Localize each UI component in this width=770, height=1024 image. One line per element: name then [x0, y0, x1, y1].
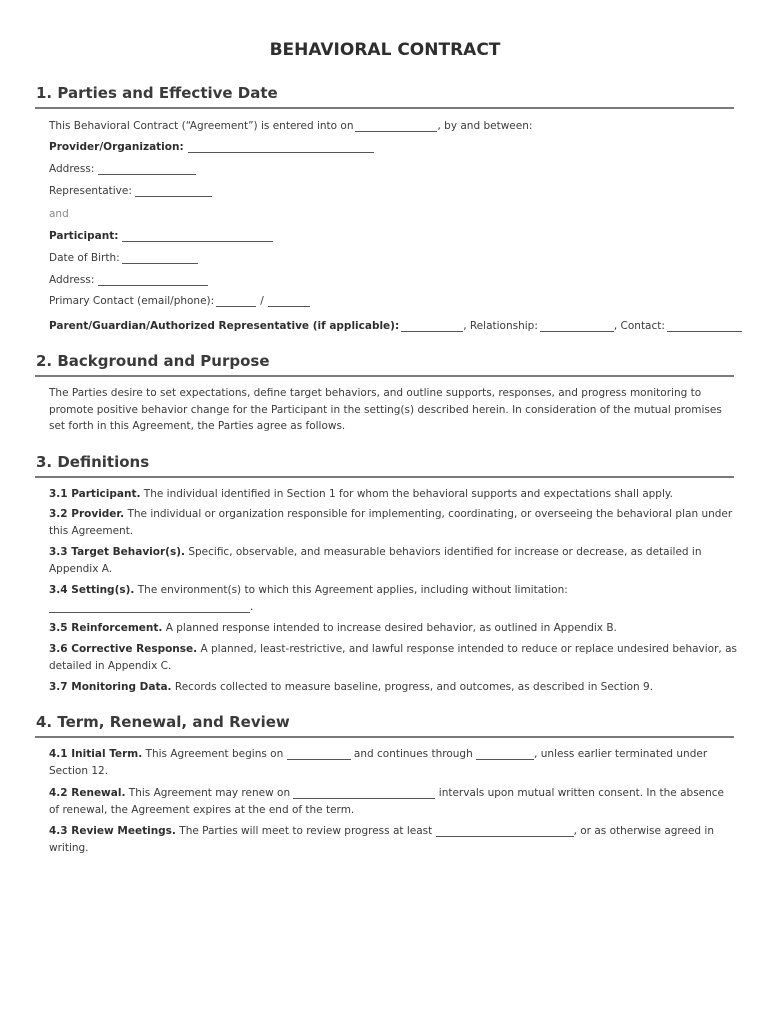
- settings-blank[interactable]: [49, 600, 250, 613]
- clause-review-meetings: [49, 823, 737, 856]
- relationship-label: , Relationship:: [463, 320, 538, 332]
- participant-label: Participant:: [49, 230, 119, 242]
- definition-text: The individual identified in Section 1 for whom the behavioral supports and expectations shall apply.: [140, 488, 673, 500]
- provider-address-line: [49, 162, 196, 176]
- section-4-divider: [35, 736, 734, 738]
- agreement-intro-text: This Behavioral Contract (“Agreement”) is entered into on: [49, 120, 354, 132]
- definition-target-behavior: [49, 544, 737, 577]
- clause-initial-term: [49, 746, 737, 779]
- phone-blank[interactable]: [268, 294, 310, 307]
- definition-term: 3.3 Target Behavior(s).: [49, 546, 185, 558]
- clause-term: 4.1 Initial Term.: [49, 748, 143, 760]
- background-paragraph: The Parties desire to set expectations, define target behaviors, and outline supports, responses, and progress monitoring to promote positive behavior change for the Participant in the setting(s) described herein. In consideration of the mutual promises set forth in this Agreement, the Parties agree as follows.: [49, 387, 722, 433]
- definition-term: 3.5 Reinforcement.: [49, 622, 163, 634]
- definition-text: A planned response intended to increase desired behavior, as outlined in Appendix B.: [162, 622, 617, 634]
- clause-renewal: [49, 785, 737, 818]
- definition-settings: [49, 582, 737, 615]
- clause-term: 4.3 Review Meetings.: [49, 825, 176, 837]
- definition-participant: [49, 486, 737, 503]
- clause-text: This Agreement may renew on: [125, 787, 294, 799]
- section-3-divider: [35, 476, 734, 478]
- section-2-heading: 2. Background and Purpose: [36, 352, 270, 370]
- primary-contact-line: [49, 294, 310, 308]
- representative-line: [49, 184, 212, 198]
- participant-blank[interactable]: [122, 229, 273, 242]
- definition-term: 3.4 Setting(s).: [49, 584, 135, 596]
- agreement-date-line: [49, 119, 532, 133]
- dob-blank[interactable]: [122, 251, 198, 264]
- definition-text: Specific, observable, and measurable behaviors identified for increase or decrease, as detailed in Appendix A.: [49, 546, 702, 575]
- participant-line: [49, 229, 273, 243]
- provider-blank[interactable]: [188, 140, 374, 153]
- section-2-divider: [35, 375, 734, 377]
- and-connector: and: [49, 208, 69, 220]
- guardian-line: [49, 319, 742, 333]
- dob-label: Date of Birth:: [49, 252, 120, 264]
- agreement-intro-end: , by and between:: [437, 120, 533, 132]
- guardian-blank[interactable]: [401, 319, 463, 332]
- section-1-divider: [35, 107, 734, 109]
- definition-term: 3.6 Corrective Response.: [49, 643, 198, 655]
- clause-text: The Parties will meet to review progress at least: [175, 825, 436, 837]
- contact-separator: /: [260, 295, 264, 307]
- clause-term: 4.2 Renewal.: [49, 787, 126, 799]
- email-blank[interactable]: [216, 294, 256, 307]
- relationship-blank[interactable]: [540, 319, 614, 332]
- definition-text: Records collected to measure baseline, progress, and outcomes, as described in Section 9.: [171, 681, 654, 693]
- clause-text: This Agreement begins on: [142, 748, 287, 760]
- representative-blank[interactable]: [135, 184, 212, 197]
- guardian-contact-label: , Contact:: [613, 320, 665, 332]
- participant-address-line: [49, 273, 208, 287]
- provider-label: Provider/Organization:: [49, 141, 184, 153]
- section-3-heading: 3. Definitions: [36, 453, 150, 471]
- clause-text: intervals upon mutual written consent. In the absence of renewal, the Agreement expires at the end of the term.: [49, 787, 725, 816]
- definition-text: A planned, least-restrictive, and lawful response intended to reduce or replace undesired behavior, as detailed in Appendix C.: [49, 643, 737, 672]
- provider-line: [49, 140, 374, 154]
- guardian-label: Parent/Guardian/Authorized Representative (if applicable):: [49, 320, 400, 332]
- renewal-interval-blank[interactable]: [293, 786, 435, 799]
- primary-contact-label: Primary Contact (email/phone):: [49, 295, 215, 307]
- definition-provider: [49, 506, 737, 539]
- definition-term: 3.7 Monitoring Data.: [49, 681, 172, 693]
- representative-label: Representative:: [49, 185, 132, 197]
- participant-address-label: Address:: [49, 274, 95, 286]
- definition-term: 3.1 Participant.: [49, 488, 141, 500]
- definition-reinforcement: [49, 620, 737, 637]
- guardian-contact-blank[interactable]: [667, 319, 742, 332]
- definition-monitoring-data: [49, 679, 737, 696]
- definition-text: The individual or organization responsible for implementing, coordinating, or overseeing the behavioral plan under this Agreement.: [49, 508, 733, 537]
- section-1-heading: 1. Parties and Effective Date: [36, 84, 278, 102]
- definition-corrective-response: [49, 641, 737, 674]
- provider-address-label: Address:: [49, 163, 95, 175]
- section-4-heading: 4. Term, Renewal, and Review: [36, 713, 290, 731]
- dob-line: [49, 251, 198, 265]
- agreement-date-blank[interactable]: [355, 119, 437, 132]
- participant-address-blank[interactable]: [98, 273, 208, 286]
- definition-text: The environment(s) to which this Agreement applies, including without limitation:: [134, 584, 568, 596]
- settings-end: .: [250, 600, 254, 613]
- definition-term: 3.2 Provider.: [49, 508, 125, 520]
- document-title: BEHAVIORAL CONTRACT: [269, 40, 501, 60]
- clause-text: , or as otherwise agreed in writing.: [49, 825, 715, 854]
- start-date-blank[interactable]: [287, 747, 351, 760]
- clause-text: , unless earlier terminated under Section 12.: [49, 748, 708, 777]
- review-frequency-blank[interactable]: [436, 824, 574, 837]
- provider-address-blank[interactable]: [98, 162, 196, 175]
- clause-text: and continues through: [350, 748, 477, 760]
- end-date-blank[interactable]: [476, 747, 534, 760]
